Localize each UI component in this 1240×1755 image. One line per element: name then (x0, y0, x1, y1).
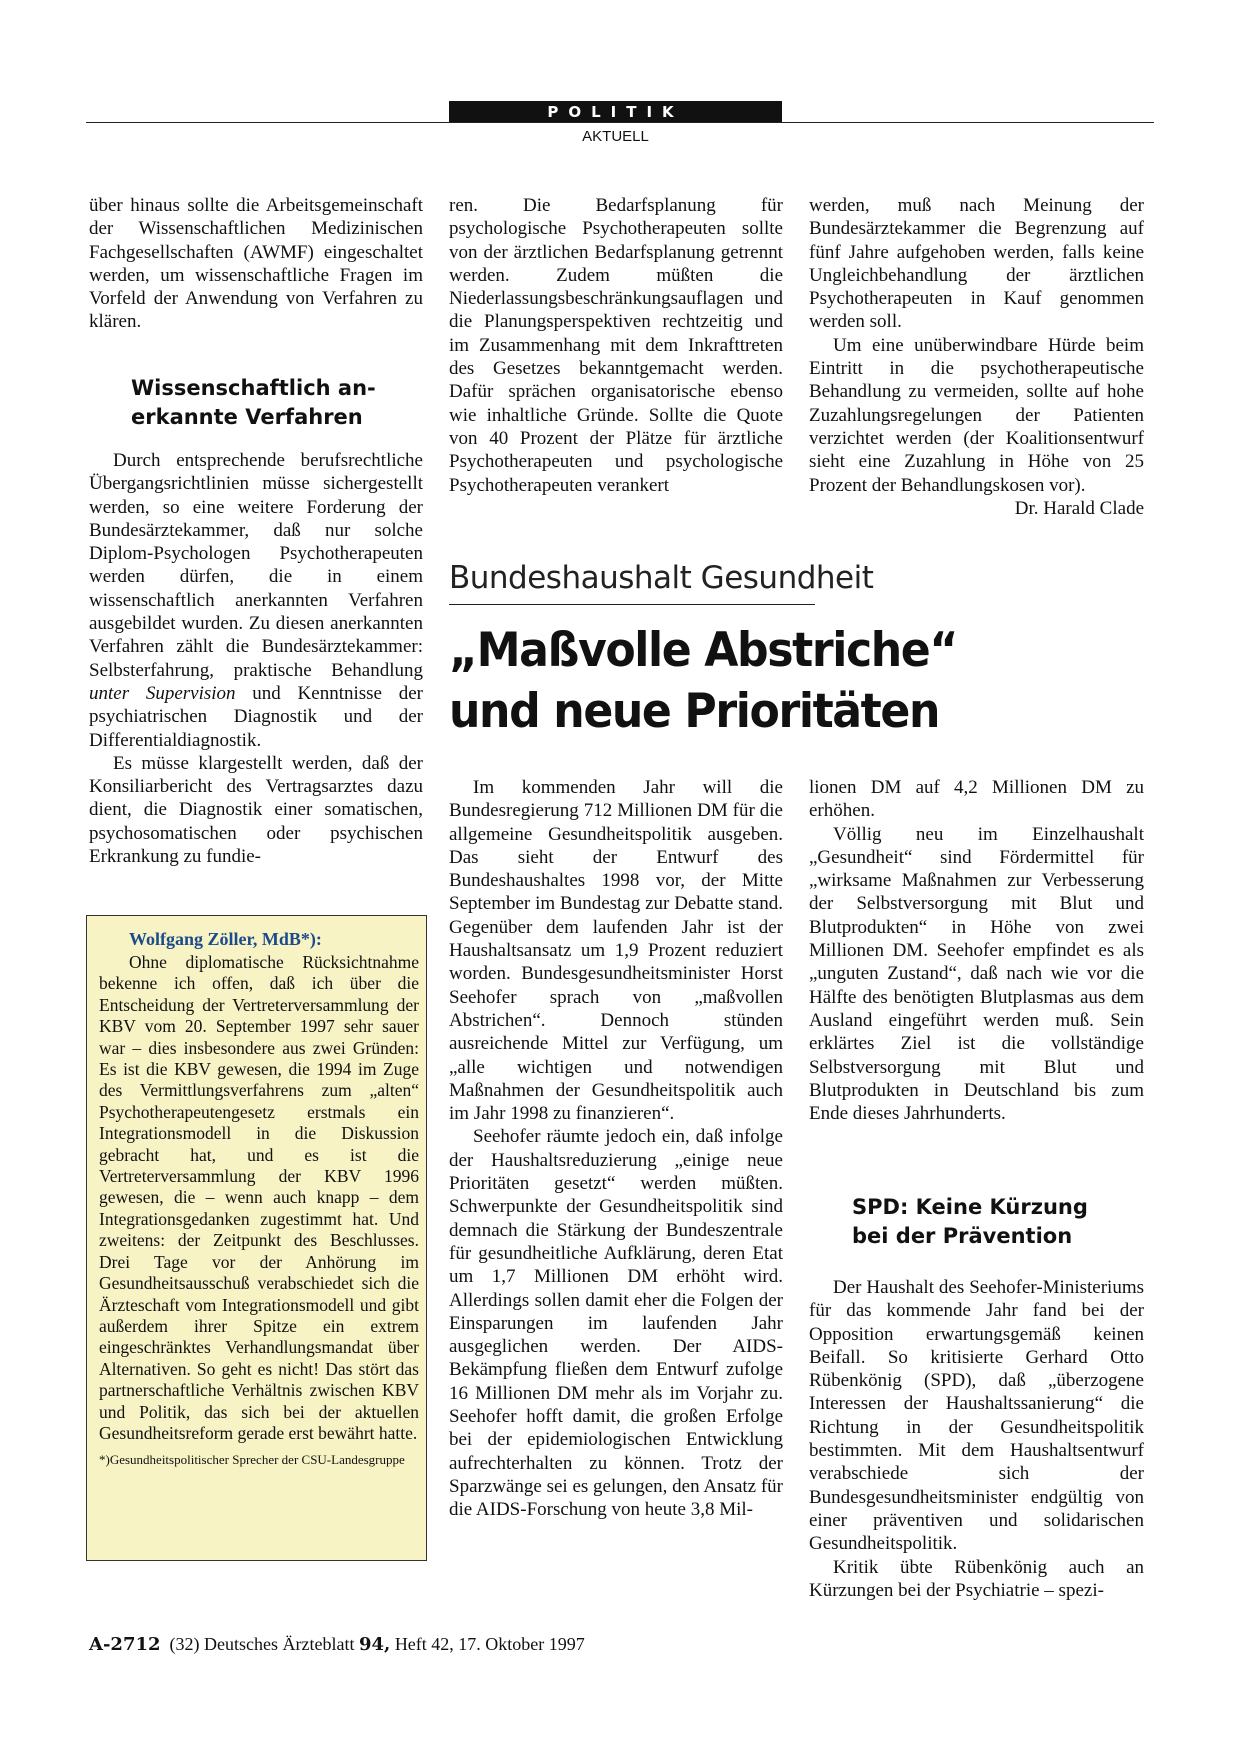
paragraph: Der Haushalt des Seehofer-Ministeriums für das kommende Jahr fand bei der Opposition erwartungsgemäß keinen Beifall. So kritisierte Gerhard Otto Rübenkönig (SPD), daß „überzogene Interessen der Haushaltssanierung“ die Richtung in der Gesundheitspolitik bestimmten. Mit dem Haushaltsentwurf verabschiede sich der Bundesgesundheitsminister endgültig von einer präventiven und solidarischen Gesundheitspolitik. (809, 1277, 1144, 1555)
header-rule (86, 122, 1154, 123)
subsection-tag: AKTUELL (582, 128, 649, 145)
quote-box-footnote: *)Gesundheitspolitischer Sprecher der CSU-Landesgruppe (99, 1452, 405, 1468)
article-kicker: Bundeshaushalt Gesundheit (449, 560, 874, 596)
italic-text: unter Supervision (89, 682, 236, 704)
quote-box-title: Wolfgang Zöller, MdB*): (129, 929, 322, 949)
paragraph: Durch entsprechende berufsrechtliche Übergangsrichtlinien müsse sichergestellt werden, so eine weitere Forderung der Bundesärztekammer, daß nur solche Diplom-Psychologen Psychotherapeuten werden dürfen, die in einem wissenschaftlich anerkannten Verfahren ausgebildet wurden. Zu diesen anerkannten Verfahren zählt die Bundesärztekammer: Selbsterfahrung, praktische Behandlung unter Supervision und Kenntnisse der psychiatrischen Diagnostik und der Differentialdiagnostik. (89, 450, 423, 751)
headline-line: und neue Prioritäten (449, 684, 939, 739)
column-left-lower (89, 449, 423, 868)
paragraph: Seehofer räumte jedoch ein, daß infolge der Haushaltsreduzierung „einige neue Prioritäten gesetzt“ werden müßten. Schwerpunkte der Gesundheitspolitik sind demnach die Stärkung der Bundeszentrale für gesundheitliche Aufklärung, deren Etat um 1,7 Millionen DM erhöht wird. Allerdings sollen damit eher die Folgen der Einsparungen im laufenden Jahr ausgeglichen werden. Der AIDS-Bekämpfung fließen dem Entwurf zufolge 16 Millionen DM mehr als im Vorjahr zu. Seehofer hofft damit, die großen Erfolge bei der epidemiologischen Entwicklung aufrechterhalten zu können. Trotz der Sparzwänge sei es gelungen, den Ansatz für die AIDS-Forschung von heute 3,8 Mil- (449, 1126, 783, 1521)
section-tag: POLITIK (449, 101, 782, 123)
column-middle-upper (449, 194, 783, 497)
paragraph: Völlig neu im Einzelhaushalt „Gesundheit“ sind Fördermittel für „wirksame Maßnahmen zur Verbesserung der Selbstversorgung mit Blut und Blutprodukten“ in Höhe von zwei Millionen DM. Seehofer empfindet es als „unguten Zustand“, daß nach wie vor die Hälfte des benötigten Blutplasmas aus dem Ausland eingeführt werden muß. Sein erklärtes Ziel ist die vollständige Selbstversorgung mit Blut und Blutprodukten in Deutschland bis zum Ende dieses Jahrhunderts. (809, 823, 1144, 1125)
column-right-upper (809, 194, 1144, 520)
paragraph: lionen DM auf 4,2 Millionen DM zu erhöhen. (809, 777, 1144, 822)
author-byline: Dr. Harald Clade (1014, 497, 1144, 519)
paragraph: Kritik übte Rübenkönig auch an Kürzungen bei der Psychiatrie – spezi- (809, 1556, 1144, 1601)
subheading-line: bei der Prävention (852, 1224, 1073, 1248)
quote-box-body: Ohne diplomatische Rücksichtnahme bekenne ich offen, daß ich über die Entscheidung der Vertreterversammlung der KBV vom 20. September 1997 sehr sauer war – dies insbesondere aus zwei Gründen: Es ist die KBV gewesen, die 1994 im Zuge des Vermittlungsverfahrens zum „alten“ Psychotherapeutengesetz erstmals ein Integrationsmodell in die Diskussion gebracht hat, und es ist die Vertreterversammlung der KBV 1996 gewesen, die – wenn auch knapp – dem Integrationsgedanken zugestimmt hat. Und zweitens: der Zeitpunkt des Beschlusses. Drei Tage vor der Anhörung im Gesundheitsausschuß verabschiedet sich die Ärzteschaft vom Integrationsmodell und gibt außerdem ihrer Spitze ein extrem eingeschränktes Verhandlungsmandat über Alternativen. So geht es nicht! Das stört das partnerschaftliche Verhältnis zwischen KBV und Politik, das sich bei der aktuellen Gesundheitsreform gerade erst bewährt hatte. (99, 952, 419, 1443)
paragraph: Im kommenden Jahr will die Bundesregierung 712 Millionen DM für die allgemeine Gesundheitspolitik ausgeben. Das sieht der Entwurf des Bundeshaushaltes 1998 vor, der Mitte September im Bundestag zur Debatte stand. Gegenüber dem laufenden Jahr ist der Haushaltsansatz um 1,9 Prozent reduziert worden. Bundesgesundheitsminister Horst Seehofer sprach von „maßvollen Abstrichen“. Dennoch stünden ausreichende Mittel zur Verfügung, um „alle wichtigen und notwendigen Maßnahmen der Gesundheitspolitik auch im Jahr 1998 zu finanzieren“. (449, 777, 783, 1125)
article-headline (449, 620, 1107, 742)
column-left (89, 194, 423, 334)
page-code: A-2712 (89, 1634, 161, 1655)
headline-line: „Maßvolle Abstriche“ (449, 623, 957, 678)
subheading-line: SPD: Keine Kürzung (852, 1195, 1088, 1219)
paragraph: werden, muß nach Meinung der Bundesärztekammer die Begrenzung auf fünf Jahre aufgehoben werden, falls keine Ungleichbehandlung der ärztlichen Psychotherapeuten in Kauf genommen werden soll. (809, 195, 1144, 333)
paragraph: ren. Die Bedarfsplanung für psychologische Psychotherapeuten sollte von der ärztlichen Bedarfsplanung getrennt werden. Zudem müßten die Niederlassungsbeschränkungsauflagen und die Planungsperspektiven rechtzeitig und im Zusammenhang mit dem Inkrafttreten des Gesetzes bekanntgemacht werden. Dafür sprächen organisatorische ebenso wie inhaltliche Gründe. Sollte die Quote von 40 Prozent der Plätze für ärztliche Psychotherapeuten und psychologische Psychotherapeuten verankert (449, 195, 783, 496)
subheading-verfahren (131, 374, 431, 432)
subheading-spd (852, 1193, 1152, 1251)
column-middle-lower (449, 776, 783, 1522)
paragraph: Um eine unüberwindbare Hürde beim Eintritt in die psychotherapeutische Behandlung zu vermeiden, sollte auf hohe Zuzahlungsregelungen der Patienten verzichtet werden (der Koalitionsentwurf sieht eine Zuzahlung in Höhe von 25 Prozent der Behandlungskosen vor). Dr. Harald Clade (809, 334, 1144, 519)
footer-text: (32) Deutsches Ärzteblatt 94, Heft 42, 17. Oktober 1997 (169, 1634, 585, 1655)
kicker-rule (449, 604, 815, 605)
subheading-line: erkannte Verfahren (131, 405, 363, 429)
page-footer (89, 1634, 585, 1655)
quote-box (86, 915, 427, 1561)
column-right-bottom (809, 1276, 1144, 1602)
column-right-lower (809, 776, 1144, 1125)
paragraph: Es müsse klargestellt werden, daß der Konsiliarbericht des Vertragsarztes dazu dient, die Diagnostik einer somatischen, psychosomatischen oder psychischen Erkrankung zu fundie- (89, 752, 423, 868)
paragraph: über hinaus sollte die Arbeitsgemeinschaft der Wissenschaftlichen Medizinischen Fachgesellschaften (AWMF) eingeschaltet werden, um wissenschaftliche Fragen im Vorfeld der Anwendung von Verfahren zu klären. (89, 195, 423, 333)
subheading-line: Wissenschaftlich an- (131, 376, 376, 400)
